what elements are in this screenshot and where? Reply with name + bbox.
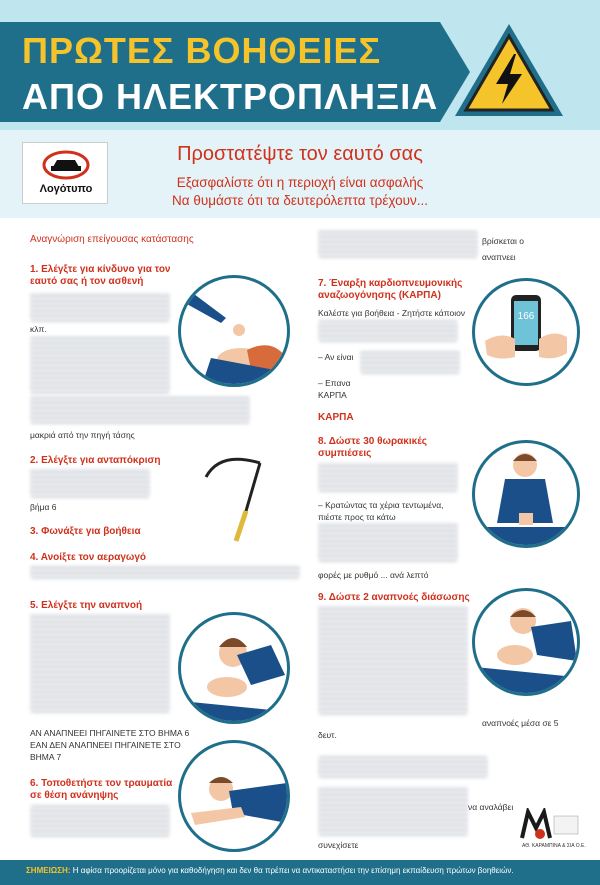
- top-text-2: αναπνεει: [482, 252, 516, 262]
- company-name: ΑΘ. ΚΑΡΑΜΠΙΝΑ & ΣΙΑ Ο.Ε.: [522, 843, 586, 849]
- step-8-text-3: φορές με ρυθμό ... ανά λεπτό: [318, 570, 429, 580]
- end-text-1: να αναλάβει: [468, 802, 514, 812]
- step-7-heading: 7. Έναρξη καρδιοπνευμονικής αναζωογόνησης (ΚΑΡΠΑ): [318, 278, 463, 301]
- redacted-text: [30, 292, 170, 322]
- title-line-1: ΠΡΩΤΕΣ ΒΟΗΘΕΙΕΣ: [22, 30, 382, 71]
- step-4-heading: 4. Ανοίξτε τον αεραγωγό: [30, 552, 147, 563]
- redacted-text: [318, 320, 458, 342]
- footer-label: ΣΗΜΕΙΩΣΗ:: [26, 866, 71, 875]
- step-1-text-2: μακριά από την πηγή τάσης: [30, 430, 135, 440]
- victim-hand-icon: [181, 278, 287, 384]
- redacted-text: [318, 462, 458, 492]
- step-8-heading: 8. Δώστε 30 θωρακικές συμπιέσεις: [318, 436, 427, 459]
- redacted-text: [30, 396, 250, 424]
- redacted-text: [318, 756, 488, 778]
- step-2-heading: 2. Ελέγξτε για ανταπόκριση: [30, 455, 161, 466]
- step-6-illustration: [178, 740, 290, 852]
- top-text-1: βρίσκεται ο: [482, 236, 525, 246]
- step-1-heading: 1. Ελέγξτε για κίνδυνο για τον εαυτό σας ή τον ασθενή: [30, 264, 171, 287]
- step-5-text-1: ΑΝ ΑΝΑΠΝΕΕΙ ΠΗΓΑΙΝΕΤΕ ΣΤΟ ΒΗΜΑ 6: [30, 728, 190, 738]
- karpa-heading: ΚΑΡΠΑ: [318, 412, 354, 423]
- step-1-text: κλπ.: [30, 324, 47, 334]
- footer-text: Η αφίσα προορίζεται μόνο για καθοδήγηση και δεν θα πρέπει να αντικαταστήσει την επίσημη εκπαίδευση πρώτων βοηθειών.: [72, 866, 514, 875]
- step-5-text-3: ΒΗΜΑ 7: [30, 752, 62, 762]
- title-line-2: ΑΠΟ ΗΛΕΚΤΡΟΠΛΗΞΙΑ: [22, 76, 439, 117]
- company-logo-icon: [520, 808, 580, 842]
- redacted-text: [318, 522, 458, 562]
- car-logo-icon: [23, 143, 109, 183]
- step-5-heading: 5. Ελέγξτε την αναπνοή: [30, 600, 143, 611]
- redacted-text: [30, 805, 170, 837]
- phone-number: 166: [517, 311, 535, 322]
- protect-heading: Προστατέψτε τον εαυτό σας: [177, 143, 423, 165]
- step-7-text-1: Καλέστε για βοήθεια - Ζητήστε κάποιον: [318, 308, 466, 318]
- phone-call-icon: [475, 281, 577, 383]
- step-2-text: βήμα 6: [30, 502, 57, 512]
- step-9-text-1: αναπνοές μέσα σε 5: [482, 718, 559, 728]
- step-8-text-2: πιέστε προς τα κάτω: [318, 512, 396, 522]
- intro-heading: Αναγνώριση επείγουσας κατάστασης: [30, 234, 194, 245]
- step-6-heading: 6. Τοποθετήστε τον τραυματία σε θέση ανάνηψης: [30, 778, 173, 801]
- end-text-2: συνεχίσετε: [318, 840, 359, 850]
- footer-note: [26, 866, 514, 875]
- safety-line-1: Εξασφαλίστε ότι η περιοχή είναι ασφαλής: [176, 175, 424, 190]
- redacted-text: [30, 565, 300, 579]
- chest-compression-icon: [475, 443, 577, 545]
- recovery-position-icon: [181, 743, 287, 849]
- step-9-illustration: [472, 588, 580, 696]
- step-9-heading: 9. Δώστε 2 αναπνοές διάσωσης: [318, 592, 470, 603]
- redacted-text: [30, 336, 170, 394]
- redacted-text: [318, 786, 468, 836]
- electric-hazard-icon: [452, 20, 567, 120]
- rescue-breath-icon: [475, 591, 577, 693]
- logo-text: Λογότυπο: [39, 183, 93, 195]
- step-7-text-2: – Αν είναι: [318, 352, 354, 362]
- redacted-text: [360, 350, 460, 374]
- redacted-text: [318, 605, 468, 715]
- step-8-text-1: – Κρατώντας τα χέρια τεντωμένα,: [318, 500, 444, 510]
- step-7-text-3: – Επανα: [318, 378, 351, 388]
- step-3-heading: 3. Φωνάξτε για βοήθεια: [30, 526, 141, 537]
- redacted-text: [318, 230, 478, 258]
- insulated-rod-icon: [200, 455, 280, 545]
- step-7-illustration: [472, 278, 580, 386]
- step-9-text-2: δευτ.: [318, 730, 337, 740]
- redacted-text: [30, 468, 150, 498]
- safety-line-2: Να θυμάστε ότι τα δευτερόλεπτα τρέχουν...: [172, 193, 428, 208]
- step-5-illustration: [178, 612, 290, 724]
- step-1-illustration: [178, 275, 290, 387]
- redacted-text: [30, 613, 170, 713]
- step-5-text-2: ΕΑΝ ΔΕΝ ΑΝΑΠΝΕΕΙ ΠΗΓΑΙΝΕΤΕ ΣΤΟ: [30, 740, 181, 750]
- footer-band: [0, 860, 600, 885]
- breathing-check-icon: [181, 615, 287, 721]
- step-7-text-4: ΚΑΡΠΑ: [318, 390, 347, 400]
- step-8-illustration: [472, 440, 580, 548]
- logo-placeholder: [22, 142, 108, 204]
